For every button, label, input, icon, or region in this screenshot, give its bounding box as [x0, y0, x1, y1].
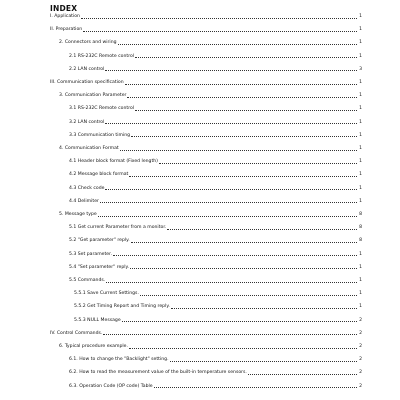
toc-entry-page: 1: [359, 106, 362, 112]
toc-entry-label: 3.3 Communication timing: [69, 132, 131, 138]
toc-entry-page: 1: [359, 53, 362, 59]
dot-leader: [81, 14, 357, 19]
dot-leader: [131, 133, 357, 138]
dot-leader: [100, 199, 357, 204]
toc-entry[interactable]: [50, 14, 362, 20]
toc-entry-label: 3.2 LAN control: [69, 119, 105, 125]
toc-entry[interactable]: [74, 318, 362, 324]
toc-entry-page: 8: [359, 225, 362, 231]
toc-entry-label: 2. Connectors and wiring: [59, 40, 117, 46]
toc-entry[interactable]: [59, 344, 362, 350]
toc-entry-label: 6.2. How to read the measurement value of the built-in temperature sensors.: [69, 370, 247, 376]
dot-leader: [105, 186, 357, 191]
toc-entry-label: 5.5.2 Get Timing Report and Timing reply.: [74, 304, 170, 310]
toc-entry-page: 1: [359, 146, 362, 151]
dot-leader: [122, 318, 357, 323]
toc-entry[interactable]: [59, 146, 362, 152]
toc-entry-label: IV. Control Commands.: [50, 330, 103, 336]
dot-leader: [159, 159, 357, 164]
dot-leader: [130, 265, 357, 270]
dot-leader: [120, 146, 357, 151]
dot-leader: [170, 357, 357, 362]
toc-entry-label: 5.5 Commands.: [69, 278, 106, 283]
toc-entry-label: 5. Message type: [59, 212, 97, 217]
dot-leader: [171, 304, 357, 309]
toc-entry-page: 1: [359, 27, 362, 33]
toc-entry-label: 3.1 RS-232C Remote control: [69, 106, 135, 112]
dot-leader: [129, 344, 357, 349]
dot-leader: [118, 40, 357, 45]
toc-entry-page: 1: [359, 264, 362, 270]
toc-entry[interactable]: [69, 252, 362, 258]
toc-entry-label: 4.3 Check code: [69, 185, 105, 191]
toc-entry-label: 5.5.1 Save Current Settings.: [74, 291, 139, 297]
toc-entry[interactable]: [69, 133, 362, 139]
toc-entry-label: 5.4 "Set parameter" reply.: [69, 264, 130, 270]
dot-leader: [106, 278, 357, 283]
toc-entry[interactable]: [50, 80, 362, 86]
toc-entry[interactable]: [69, 106, 362, 112]
toc-entry-label: 4.1 Header block format (Fixed length): [69, 159, 158, 165]
toc-entry-page: 1: [359, 185, 362, 191]
toc-entry-page: 1: [359, 198, 362, 204]
toc-entry-label: 5.1 Get current Parameter from a monitor.: [69, 225, 167, 231]
dot-leader: [131, 238, 357, 243]
toc-entry-page: 1: [359, 278, 362, 283]
dot-leader: [154, 384, 357, 389]
toc-entry[interactable]: [69, 357, 362, 363]
dot-leader: [103, 331, 357, 336]
toc-entry[interactable]: [69, 159, 362, 165]
toc-entry[interactable]: [69, 384, 362, 390]
toc-entry[interactable]: [69, 278, 362, 284]
toc-entry-label: III. Communication specification: [50, 80, 124, 85]
dot-leader: [105, 67, 357, 72]
toc-entry-page: 1: [359, 159, 362, 165]
dot-leader: [167, 225, 357, 230]
toc-entry[interactable]: [59, 93, 362, 99]
toc-entry[interactable]: [74, 304, 362, 310]
toc-entry-page: 2: [359, 370, 362, 376]
dot-leader: [129, 172, 357, 177]
toc-entry[interactable]: [69, 238, 362, 244]
toc-entry-label: II. Preparation: [50, 27, 83, 33]
toc-entry-page: 1: [359, 14, 362, 19]
toc-entry-label: 6. Typical procedure example.: [59, 344, 128, 349]
toc-entry[interactable]: [69, 370, 362, 376]
toc-entry-page: 2: [359, 317, 362, 323]
toc-entry[interactable]: [69, 172, 362, 178]
toc-entry-page: 8: [359, 238, 362, 244]
dot-leader: [135, 106, 357, 111]
toc-entry[interactable]: [69, 54, 362, 60]
toc-entry-page: 1: [359, 291, 362, 297]
toc-entry-label: 6.3. Operation Code (OP code) Table: [69, 383, 153, 389]
toc-entry-page: 1: [359, 80, 362, 85]
dot-leader: [83, 27, 357, 32]
toc-entry-page: 2: [359, 330, 362, 336]
dot-leader: [127, 93, 357, 98]
toc-entry-label: 4.2 Message block format: [69, 172, 129, 178]
toc-entry[interactable]: [59, 40, 362, 46]
toc-entry[interactable]: [69, 265, 362, 271]
toc-entry[interactable]: [50, 331, 362, 337]
toc-entry-page: 2: [359, 344, 362, 349]
dot-leader: [135, 54, 357, 59]
toc-entry-label: 3. Communication Parameter: [59, 93, 127, 99]
toc-entry-label: 4. Communication Format: [59, 146, 119, 151]
toc-entry-label: 6.1. How to change the "Backlight" setting.: [69, 357, 169, 363]
toc-entry-page: 2: [359, 383, 362, 389]
toc-entry[interactable]: [69, 120, 362, 126]
dot-leader: [113, 252, 357, 257]
toc-entry-page: 3: [359, 66, 362, 72]
toc-entry-page: 1: [359, 40, 362, 46]
toc-entry-page: 1: [359, 132, 362, 138]
toc-entry-label: 5.5.3 NULL Message: [74, 317, 121, 323]
toc-entry-page: 1: [359, 304, 362, 310]
toc-entry[interactable]: [59, 212, 362, 218]
toc-entry-label: 5.2 "Get parameter" reply.: [69, 238, 130, 244]
toc-entry-label: 5.3 Set parameter.: [69, 251, 113, 257]
toc-entry-page: 1: [359, 251, 362, 257]
toc-entry[interactable]: [69, 186, 362, 192]
dot-leader: [98, 212, 357, 217]
toc-entry[interactable]: [69, 225, 362, 231]
toc-entry-page: 2: [359, 357, 362, 363]
toc-entry-page: 1: [359, 119, 362, 125]
toc-entry[interactable]: [69, 67, 362, 73]
dot-leader: [125, 80, 357, 85]
toc-entry-page: 8: [359, 212, 362, 217]
toc-entry-label: 2.1 RS-232C Remote control: [69, 53, 135, 59]
dot-leader: [140, 291, 357, 296]
toc-entry-label: 4.4 Delimiter: [69, 198, 99, 204]
toc-entry[interactable]: [69, 199, 362, 205]
dot-leader: [105, 120, 357, 125]
toc-entry-label: 2.2 LAN control: [69, 66, 105, 72]
toc-entry[interactable]: [50, 27, 362, 33]
toc-entry-page: 1: [359, 93, 362, 99]
index-title: INDEX: [50, 4, 78, 13]
toc-entry-page: 1: [359, 172, 362, 178]
toc-entry-label: I. Application: [50, 14, 80, 19]
toc-entry[interactable]: [74, 291, 362, 297]
dot-leader: [248, 370, 357, 375]
